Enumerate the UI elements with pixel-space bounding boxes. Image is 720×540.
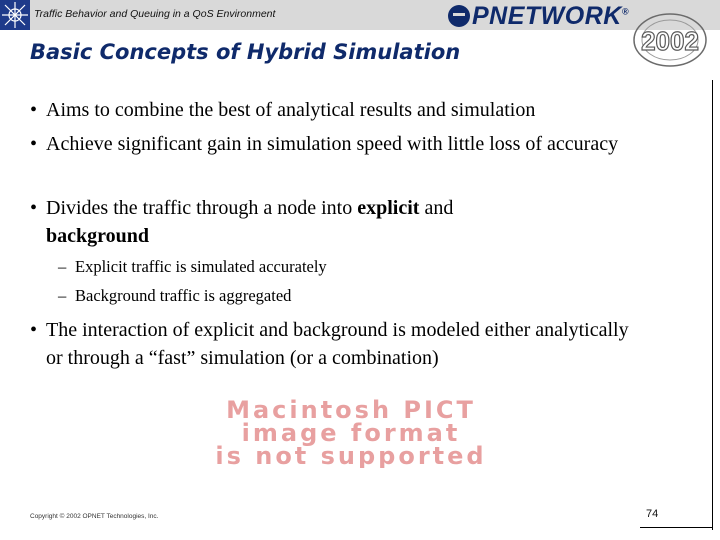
right-border-line	[712, 80, 713, 530]
year-text: 2002	[641, 26, 699, 56]
page-number: 74	[646, 508, 659, 520]
bullet-text: The interaction of explicit and background is modeled either analytically or through a “fast” simulation (or a combination)	[46, 319, 629, 369]
sub-bullet-text: Background traffic is aggregated	[75, 286, 292, 305]
bullet-text: Aims to combine the best of analytical results and simulation	[46, 99, 536, 121]
copyright-text: Copyright © 2002 OPNET Technologies, Inc.	[30, 513, 159, 520]
year-2002-logo	[630, 10, 710, 70]
brand-text: PNETWORK	[472, 2, 622, 30]
brand-o-icon	[448, 5, 470, 27]
placeholder-line-3: is not supported	[215, 442, 487, 468]
bullet-text-pre: Divides the traffic through a node into	[46, 197, 358, 219]
bullet-glyph: •	[30, 197, 38, 219]
bullet-glyph: •	[30, 319, 38, 341]
bullet-glyph: •	[30, 133, 38, 155]
placeholder-line-2: image format	[241, 419, 461, 447]
brand-registered-mark: ®	[621, 6, 629, 17]
bottom-border-line	[640, 527, 712, 528]
opnetwork-logo	[448, 2, 629, 31]
bullet-glyph: •	[30, 99, 38, 121]
dash-glyph: –	[58, 257, 67, 276]
bullet-text	[46, 194, 546, 250]
explicit-keyword: explicit	[357, 197, 420, 219]
placeholder-line-1: Macintosh PICT	[226, 398, 476, 424]
course-title: Traffic Behavior and Queuing in a QoS Environment	[34, 8, 276, 20]
bullet-text: Achieve significant gain in simulation speed with little loss of accuracy	[46, 133, 619, 155]
sub-bullet-text: Explicit traffic is simulated accurately	[75, 257, 327, 276]
unsupported-image-placeholder	[86, 398, 616, 468]
slide-title: Basic Concepts of Hybrid Simulation	[30, 40, 461, 64]
bullet-text-mid: and	[419, 197, 454, 219]
background-keyword: background	[46, 225, 150, 247]
star-logo-icon	[0, 0, 30, 30]
dash-glyph: –	[58, 286, 67, 305]
